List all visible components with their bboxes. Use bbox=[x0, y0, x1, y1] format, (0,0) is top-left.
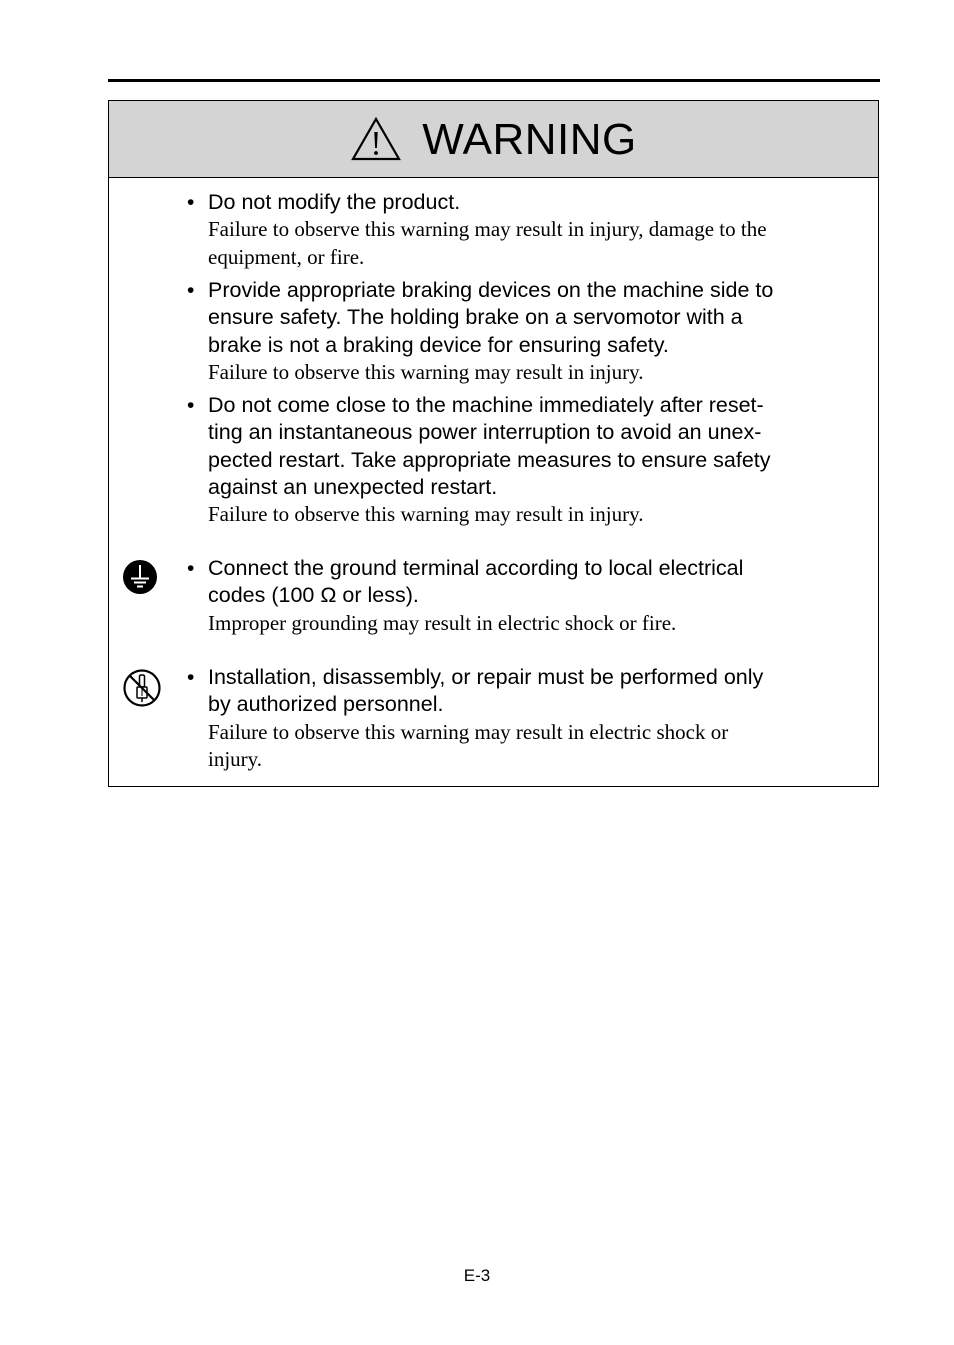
warning-item-body bbox=[208, 555, 848, 637]
warning-item-consequence: Failure to observe this warning may result in electric shock or injury. bbox=[208, 719, 729, 772]
ground-terminal-icon bbox=[122, 559, 158, 595]
warning-header bbox=[109, 101, 878, 178]
warning-item-main-text: Do not come close to the machine immediately after reset- ting an instantaneous power interruption to avoid an unex- pected restart. Take appropriate measures to ensure safety against an unexpected restart. bbox=[208, 393, 771, 499]
warning-item-consequence: Failure to observe this warning may result in injury, damage to the equipment, or fire. bbox=[208, 217, 767, 269]
page-number: E-3 bbox=[463, 1266, 491, 1285]
warning-item-main-text: Installation, disassembly, or repair must be performed only by authorized personnel. bbox=[208, 665, 764, 717]
warning-item-consequence: Failure to observe this warning may result in injury. bbox=[208, 359, 644, 384]
bullet: • bbox=[187, 279, 195, 302]
top-rule bbox=[108, 79, 880, 82]
warning-item-body bbox=[208, 392, 848, 529]
warning-item-main-text: Connect the ground terminal according to local electrical codes (100 Ω or less). bbox=[208, 556, 744, 608]
warning-item-body bbox=[208, 277, 848, 386]
bullet: • bbox=[187, 191, 195, 214]
bullet: • bbox=[187, 394, 195, 417]
warning-item-main-text: Provide appropriate braking devices on the machine side to ensure safety. The holding brake on a servomotor with a brake is not a braking device for ensuring safety. bbox=[208, 278, 774, 357]
warning-triangle-icon bbox=[350, 116, 402, 162]
bullet: • bbox=[187, 666, 195, 689]
warning-item-consequence: Improper grounding may result in electric shock or fire. bbox=[208, 610, 677, 635]
warning-item-main-text: Do not modify the product. bbox=[208, 190, 461, 214]
warning-item-body bbox=[208, 664, 848, 774]
warning-item-body bbox=[208, 189, 848, 271]
warning-title: WARNING bbox=[422, 115, 637, 164]
bullet: • bbox=[187, 557, 195, 580]
warning-box bbox=[108, 100, 879, 787]
warning-item-consequence: Failure to observe this warning may result in injury. bbox=[208, 502, 644, 527]
no-disassembly-icon bbox=[122, 668, 162, 708]
